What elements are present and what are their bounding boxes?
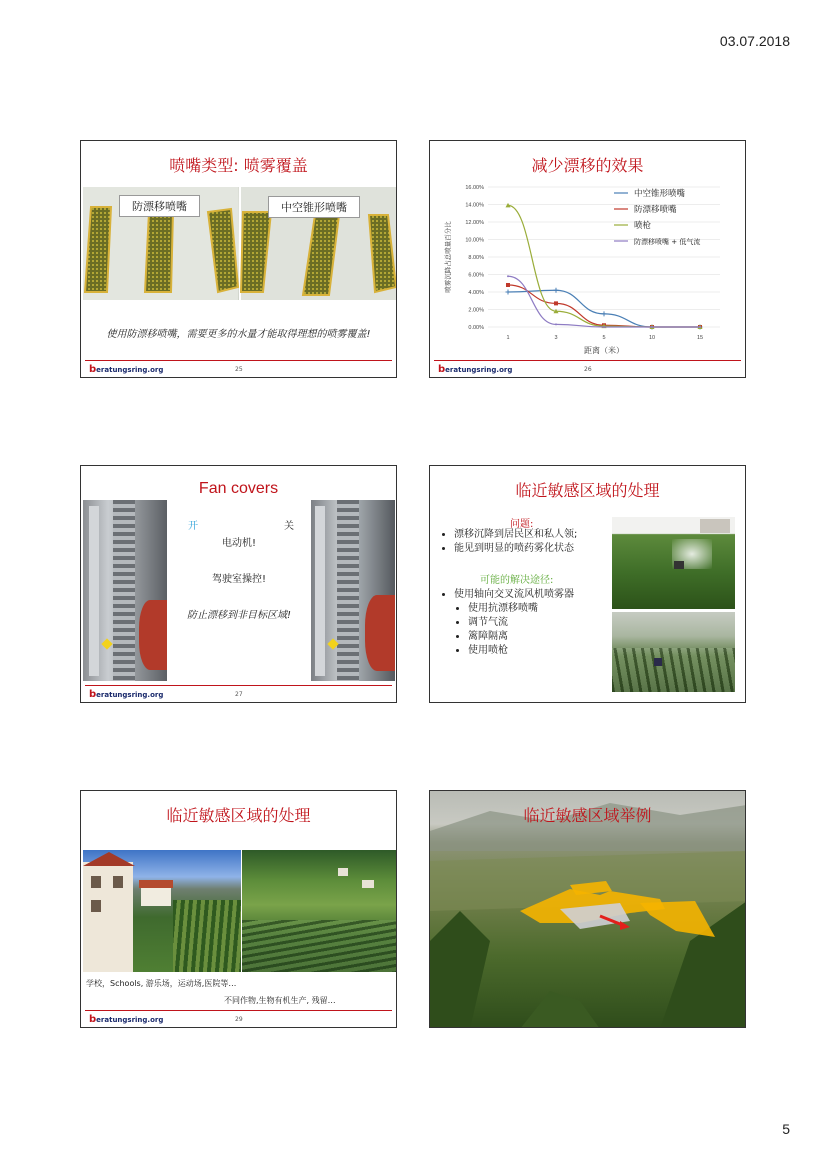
data-point bbox=[554, 301, 558, 305]
orchard-spraying-photo bbox=[612, 517, 735, 609]
slide-25 bbox=[80, 140, 397, 378]
footer-logo: beratungsring.org bbox=[89, 689, 164, 700]
footer-logo: beratungsring.org bbox=[89, 364, 164, 375]
label-prevent-drift: 防止漂移到非目标区域! bbox=[186, 610, 291, 621]
slide-title: 临近敏感区域的处理 bbox=[166, 806, 311, 825]
data-point bbox=[651, 326, 653, 328]
x-tick-label: 15 bbox=[696, 335, 704, 341]
solution-subitem: • 篱障隔离 bbox=[468, 630, 608, 644]
label-close: 关 bbox=[284, 521, 294, 532]
slide-26 bbox=[429, 140, 746, 378]
legend-label: 防漂移喷嘴 bbox=[634, 205, 677, 215]
series-line bbox=[508, 276, 700, 327]
footer-rule bbox=[85, 1010, 392, 1011]
data-point bbox=[603, 326, 605, 328]
legend-label: 喷枪 bbox=[634, 221, 652, 231]
solution-subitem: • 使用喷枪 bbox=[468, 644, 608, 658]
solution-sublist bbox=[444, 602, 608, 658]
fan-cover-closed-photo bbox=[311, 500, 395, 681]
x-axis-label: 距离（米） bbox=[584, 346, 624, 355]
solution-subitem: • 调节气流 bbox=[468, 616, 608, 630]
y-tick-label: 0.00% bbox=[468, 325, 484, 331]
sensitive-areas-line2: 不同作物,生物有机生产, 残留… bbox=[224, 996, 336, 1005]
footer-rule bbox=[85, 360, 392, 361]
y-tick-label: 4.00% bbox=[468, 290, 484, 296]
label-hollow-cone-nozzle: 中空锥形喷嘴 bbox=[268, 196, 360, 218]
slide-number: 25 bbox=[235, 366, 243, 373]
slide-29 bbox=[80, 790, 397, 1028]
data-point bbox=[507, 275, 509, 277]
solution-item: • 使用轴向交叉流风机喷雾器 bbox=[454, 588, 634, 602]
sensitive-area-overlay bbox=[430, 791, 746, 1028]
data-point bbox=[602, 311, 607, 316]
label-open: 开 bbox=[188, 521, 198, 532]
footer-rule bbox=[85, 685, 392, 686]
solution-list bbox=[430, 588, 634, 602]
school-orchard-photo bbox=[83, 850, 241, 972]
page-date: 03.07.2018 bbox=[719, 33, 790, 49]
problem-heading: 问题: bbox=[510, 519, 534, 530]
sensitive-areas-line1: 学校，Schools, 游乐场，运动场,医院等… bbox=[86, 979, 237, 988]
slide-title: 减少漂移的效果 bbox=[531, 156, 644, 175]
problem-list bbox=[430, 528, 614, 556]
x-tick-label: 10 bbox=[648, 335, 656, 341]
slide-title: Fan covers bbox=[198, 480, 279, 497]
solution-subitem: • 使用抗漂移喷嘴 bbox=[468, 602, 608, 616]
data-point bbox=[506, 283, 510, 287]
footer-logo: beratungsring.org bbox=[438, 364, 513, 375]
x-tick-label: 1 bbox=[506, 335, 510, 341]
slide-number: 26 bbox=[584, 366, 592, 373]
nozzle-coverage-photo bbox=[83, 187, 396, 300]
footer-logo: beratungsring.org bbox=[89, 1014, 164, 1025]
footer-rule bbox=[434, 360, 741, 361]
data-point bbox=[699, 326, 701, 328]
legend-label: 防漂移喷嘴 + 低气流 bbox=[634, 238, 701, 246]
slide-28 bbox=[429, 465, 746, 703]
page-number: 5 bbox=[782, 1121, 790, 1137]
y-tick-label: 8.00% bbox=[468, 255, 484, 261]
label-anti-drift-nozzle: 防漂移喷嘴 bbox=[119, 195, 200, 217]
problem-item: • 漂移沉降到居民区和私人领; bbox=[454, 528, 614, 542]
y-tick-label: 16.00% bbox=[465, 185, 484, 191]
fan-cover-open-photo bbox=[83, 500, 167, 681]
solution-heading: 可能的解决途径: bbox=[480, 575, 554, 586]
slide-title: 临近敏感区域举例 bbox=[523, 806, 652, 825]
problem-item: • 能见到明显的喷药雾化状态 bbox=[454, 542, 614, 556]
village-orchard-photo bbox=[242, 850, 396, 972]
drift-chart bbox=[430, 179, 745, 359]
y-tick-label: 10.00% bbox=[465, 237, 484, 244]
label-cab-control: 驾驶室操控! bbox=[211, 574, 266, 585]
slide-title: 临近敏感区域的处理 bbox=[515, 481, 660, 500]
orchard-mist-photo bbox=[612, 612, 735, 692]
slide-caption: 使用防漂移喷嘴，需要更多的水量才能取得理想的喷雾覆盖! bbox=[106, 329, 371, 340]
slide-number: 27 bbox=[235, 691, 243, 698]
legend-label: 中空锥形喷嘴 bbox=[634, 189, 686, 199]
y-axis-label: 喷雾沉降占总喷量百分比 bbox=[444, 221, 452, 293]
slide-27 bbox=[80, 465, 397, 703]
y-tick-label: 6.00% bbox=[468, 272, 484, 279]
y-tick-label: 12.00% bbox=[465, 220, 484, 226]
x-tick-label: 5 bbox=[602, 335, 606, 341]
data-point bbox=[506, 290, 511, 295]
y-tick-label: 14.00% bbox=[465, 202, 484, 209]
y-tick-label: 2.00% bbox=[468, 307, 484, 314]
slide-title: 喷嘴类型: 喷雾覆盖 bbox=[169, 156, 308, 175]
label-electric-motor: 电动机! bbox=[221, 538, 256, 549]
data-point bbox=[555, 323, 557, 325]
slide-number: 29 bbox=[235, 1016, 243, 1023]
x-tick-label: 3 bbox=[554, 335, 558, 341]
slide-30 bbox=[429, 790, 746, 1028]
